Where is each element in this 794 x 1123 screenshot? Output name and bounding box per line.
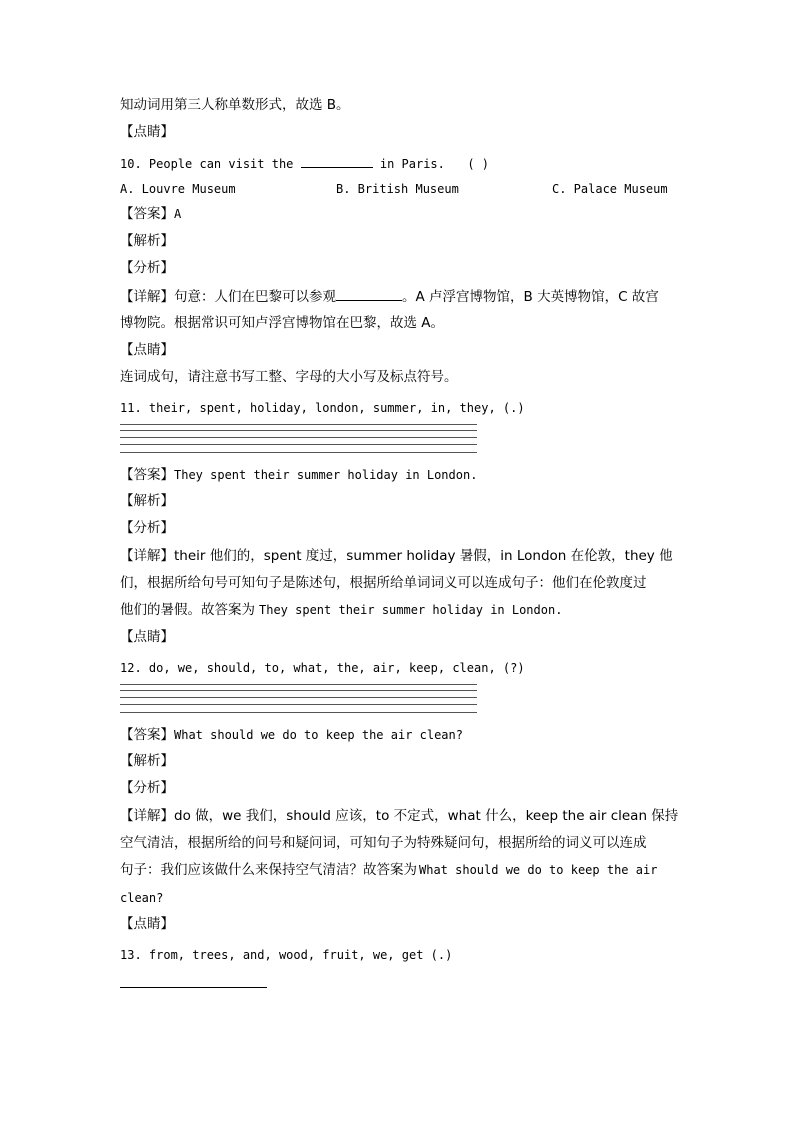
- q10-detail-line-1: [120, 287, 659, 306]
- q10-note: 连词成句，请注意书写工整、字母的大小写及标点符号。: [120, 369, 458, 385]
- detail-label: 【详解】: [120, 289, 174, 305]
- q12-dianjing-heading: 【点睛】: [120, 916, 174, 932]
- writing-line: [120, 697, 477, 698]
- writing-line: [120, 684, 477, 685]
- q10-prompt-before: 10. People can visit the: [120, 157, 294, 171]
- q10-dianjing-heading: 【点睛】: [120, 342, 174, 358]
- q12-writing-lines: [120, 684, 477, 716]
- answer-label: 【答案】: [120, 206, 174, 222]
- answer-label: 【答案】: [120, 727, 174, 743]
- q11-fenxi-heading: 【分析】: [120, 520, 174, 536]
- q11-detail-line-3: [120, 601, 562, 619]
- q10-prompt: [120, 154, 489, 173]
- q10-blank: [301, 154, 373, 168]
- q11-writing-lines: [120, 424, 477, 456]
- detail-label: 【详解】: [120, 548, 174, 564]
- detail-answer: They spent their summer holiday in London.: [259, 603, 563, 617]
- q12-answer: [120, 726, 463, 744]
- answer-value: A: [174, 207, 182, 221]
- q11-answer: [120, 466, 477, 484]
- q11-dianjing-heading: 【点睛】: [120, 629, 174, 645]
- q10-fenxi-heading: 【分析】: [120, 260, 174, 276]
- detail-label: 【详解】: [120, 808, 174, 824]
- q10-option-c: C. Palace Museum: [552, 182, 668, 196]
- q13-prompt: 13. from, trees, and, wood, fruit, we, get (.): [120, 948, 453, 962]
- detail-text: their 他们的，spent 度过，summer holiday 暑假，in London 在伦敦，they 他: [174, 548, 673, 564]
- q11-detail-line-1: [120, 547, 673, 565]
- q11-detail-line-2: 们，根据所给句号可知句子是陈述句，根据所给单词词义可以连成句子：他们在伦敦度过: [120, 575, 647, 591]
- q10-option-b: B. British Museum: [336, 182, 459, 196]
- detail-text: 句子：我们应该做什么来保持空气清洁？故答案为: [120, 862, 417, 878]
- detail-text: 。A 卢浮宫博物馆，B 大英博物馆，C 故宫: [402, 289, 659, 305]
- q10-prompt-after: in Paris.: [379, 157, 445, 171]
- q11-prompt: 11. their, spent, holiday, london, summer, in, they, (.): [120, 401, 525, 415]
- writing-line: [120, 452, 477, 453]
- intro-line: 知动词用第三人称单数形式，故选 B。: [120, 97, 350, 113]
- q13-answer-line: [120, 987, 267, 988]
- q12-detail-line-3: [120, 861, 657, 879]
- detail-text: do 做，we 我们，should 应该，to 不定式，what 什么，keep the air clean 保持: [174, 808, 679, 824]
- writing-line: [120, 704, 477, 705]
- writing-line: [120, 690, 477, 691]
- q12-fenxi-heading: 【分析】: [120, 780, 174, 796]
- writing-line: [120, 444, 477, 445]
- q12-detail-line-2: 空气清洁，根据所给的问号和疑问词，可知句子为特殊疑问句，根据所给的词义可以连成: [120, 835, 647, 851]
- writing-line: [120, 712, 477, 713]
- q12-prompt: 12. do, we, should, to, what, the, air, keep, clean, (?): [120, 661, 525, 675]
- detail-answer: What should we do to keep the air: [419, 863, 658, 877]
- q12-detail-line-4: clean?: [120, 891, 164, 905]
- q10-answer: [120, 205, 181, 223]
- q10-option-a: A. Louvre Museum: [120, 182, 236, 196]
- detail-text: 句意：人们在巴黎可以参观: [174, 289, 336, 305]
- q10-detail-line-2: 博物院。根据常识可知卢浮宫博物馆在巴黎，故选 A。: [120, 315, 445, 331]
- q12-jiexi-heading: 【解析】: [120, 753, 174, 769]
- writing-line: [120, 437, 477, 438]
- q10-paren: ( ): [467, 157, 490, 171]
- dianjing-heading: 【点睛】: [120, 124, 174, 140]
- q11-jiexi-heading: 【解析】: [120, 493, 174, 509]
- answer-value: What should we do to keep the air clean?: [174, 728, 463, 742]
- q10-jiexi-heading: 【解析】: [120, 233, 174, 249]
- writing-line: [120, 430, 477, 431]
- q10-detail-blank: [336, 287, 402, 301]
- writing-line: [120, 424, 477, 425]
- answer-label: 【答案】: [120, 467, 174, 483]
- q12-detail-line-1: [120, 807, 678, 825]
- detail-text: 他们的暑假。故答案为: [120, 602, 255, 618]
- answer-value: They spent their summer holiday in London.: [174, 468, 478, 482]
